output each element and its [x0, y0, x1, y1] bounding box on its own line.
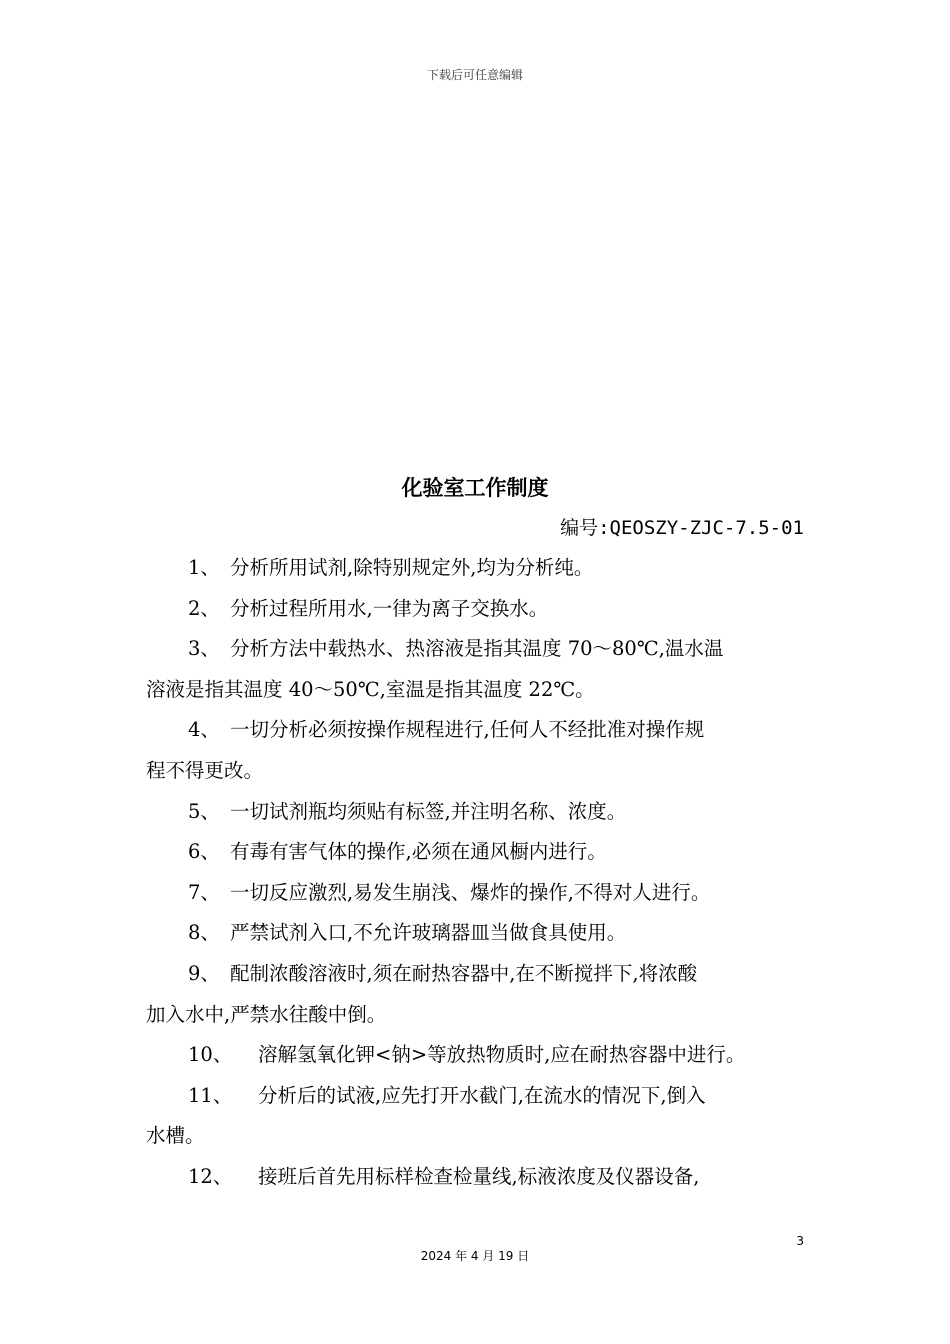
item-number: 1、: [188, 556, 220, 579]
item-number: 11、: [188, 1083, 233, 1107]
item-continuation: 溶液是指其温度 40～50℃,室温是指其温度 22℃。: [146, 677, 595, 701]
item-text: 分析过程所用水,一律为离子交换水。: [230, 596, 549, 620]
list-item: [146, 832, 806, 873]
item-text: 有毒有害气体的操作,必须在通风橱内进行。: [230, 840, 607, 864]
item-text: 配制浓酸溶液时,须在耐热容器中,在不断搅拌下,将浓酸: [230, 961, 698, 985]
item-text: 分析后的试液,应先打开水截门,在流水的情况下,倒入: [258, 1083, 706, 1107]
document-body: [146, 548, 806, 1198]
list-item: [146, 1076, 806, 1117]
item-continuation: 水槽。: [146, 1124, 205, 1148]
item-number: 8、: [188, 921, 220, 945]
item-number: 7、: [188, 880, 220, 904]
item-text: 分析所用试剂,除特别规定外,均为分析纯。: [230, 556, 594, 579]
list-item: [146, 629, 806, 670]
list-item: [146, 792, 806, 833]
page-number: 3: [796, 1234, 804, 1248]
item-number: 12、: [188, 1164, 233, 1188]
header-note: 下载后可任意编辑: [426, 68, 523, 82]
list-item: [146, 1035, 806, 1076]
item-number: 2、: [188, 596, 220, 620]
item-number: 3、: [188, 637, 220, 661]
list-item: [146, 954, 806, 995]
list-item: [146, 548, 806, 589]
list-item: [146, 1157, 806, 1198]
item-text: 一切反应激烈,易发生崩浅、爆炸的操作,不得对人进行。: [230, 880, 711, 904]
list-item: [146, 710, 806, 751]
item-number: 5、: [188, 799, 220, 823]
item-continuation: 加入水中,严禁水往酸中倒。: [146, 1002, 387, 1026]
item-text: 接班后首先用标样检查检量线,标液浓度及仪器设备,: [258, 1164, 700, 1188]
item-number: 9、: [188, 961, 220, 985]
item-text: 一切试剂瓶均须贴有标签,并注明名称、浓度。: [230, 799, 627, 823]
list-item: [146, 873, 806, 914]
document-title: 化验室工作制度: [401, 476, 549, 500]
item-text: 分析方法中载热水、热溶液是指其温度 70～80℃,温水温: [230, 637, 724, 661]
item-number: 4、: [188, 718, 220, 742]
list-item: [146, 589, 806, 630]
item-text: 溶解氢氧化钾<钠>等放热物质时,应在耐热容器中进行。: [258, 1043, 746, 1067]
item-continuation: 程不得更改。: [146, 758, 264, 782]
item-text: 一切分析必须按操作规程进行,任何人不经批准对操作规: [230, 718, 705, 742]
item-number: 6、: [188, 840, 220, 864]
item-number: 10、: [188, 1043, 233, 1067]
document-number: 编号:QEOSZY-ZJC-7.5-01: [560, 517, 804, 539]
list-item: [146, 913, 806, 954]
item-text: 严禁试剂入口,不允许玻璃器皿当做食具使用。: [230, 921, 627, 945]
footer-date: 2024 年 4 月 19 日: [420, 1249, 530, 1263]
